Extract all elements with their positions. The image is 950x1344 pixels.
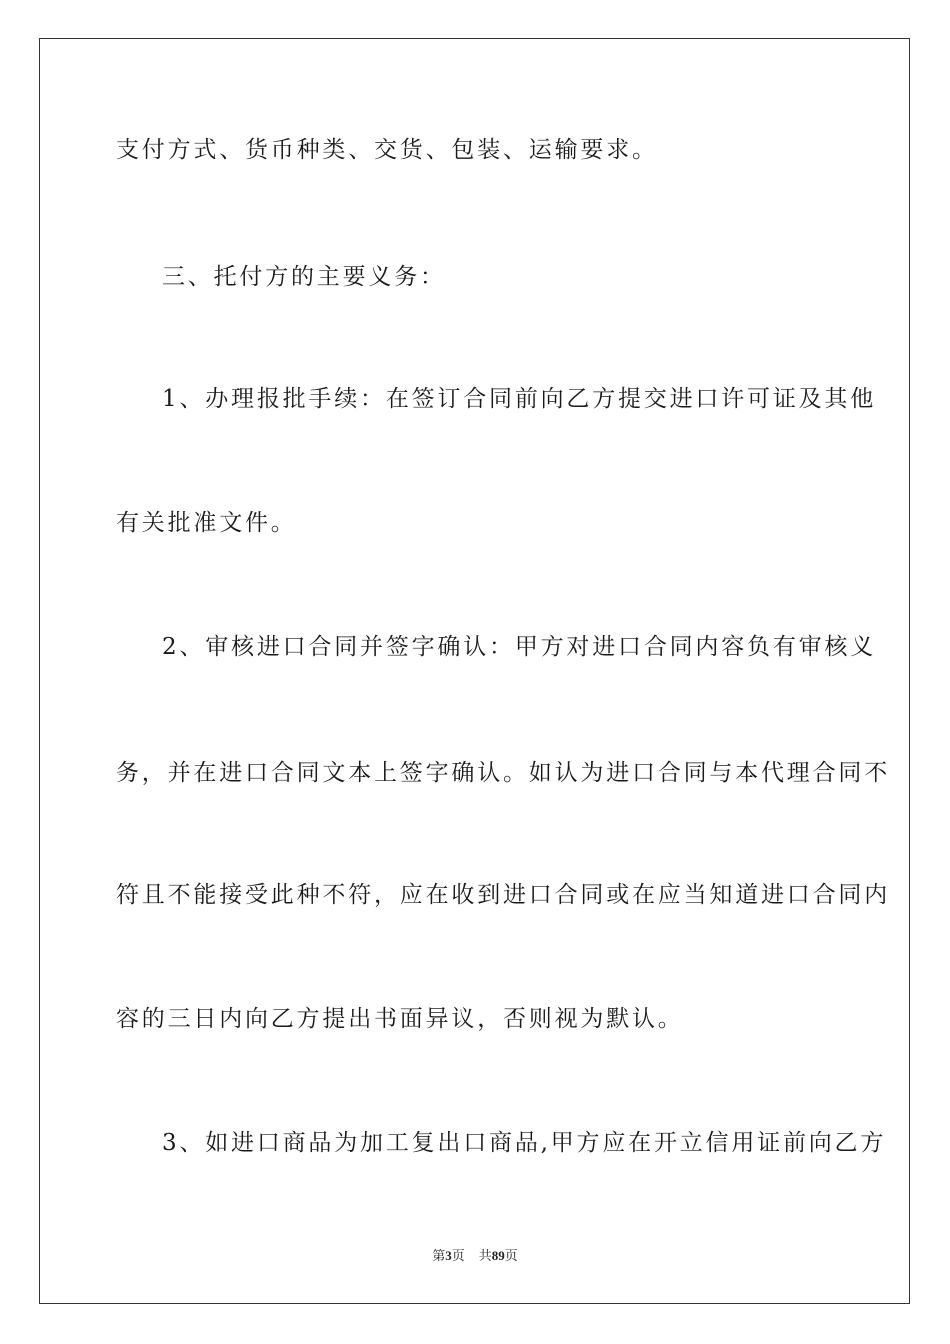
page-prefix: 第 [432, 1248, 446, 1263]
paragraph-line: 务，并在进口合同文本上签字确认。如认为进口合同与本代理合同不 [116, 760, 890, 786]
total-suffix: 页 [504, 1248, 518, 1263]
page-suffix: 页 [451, 1248, 465, 1263]
paragraph-line: 1、办理报批手续：在签订合同前向乙方提交进口许可证及其他 [162, 386, 877, 412]
total-prefix: 共 [478, 1248, 492, 1263]
paragraph-line: 支付方式、货币种类、交货、包装、运输要求。 [116, 137, 658, 163]
total-pages: 89 [491, 1248, 505, 1263]
section-heading: 三、托付方的主要义务： [162, 264, 446, 290]
paragraph-line: 有关批准文件。 [116, 510, 297, 536]
paragraph-line: 3、如进口商品为加工复出口商品,甲方应在开立信用证前向乙方 [162, 1130, 887, 1156]
page-footer [0, 1245, 950, 1264]
paragraph-line: 2、审核进口合同并签字确认：甲方对进口合同内容负有审核义 [162, 634, 877, 660]
page-border [39, 38, 910, 1304]
paragraph-line: 容的三日内向乙方提出书面异议，否则视为默认。 [116, 1006, 684, 1032]
page-number: 3 [445, 1248, 452, 1263]
paragraph-line: 符且不能接受此种不符，应在收到进口合同或在应当知道进口合同内 [116, 882, 890, 908]
